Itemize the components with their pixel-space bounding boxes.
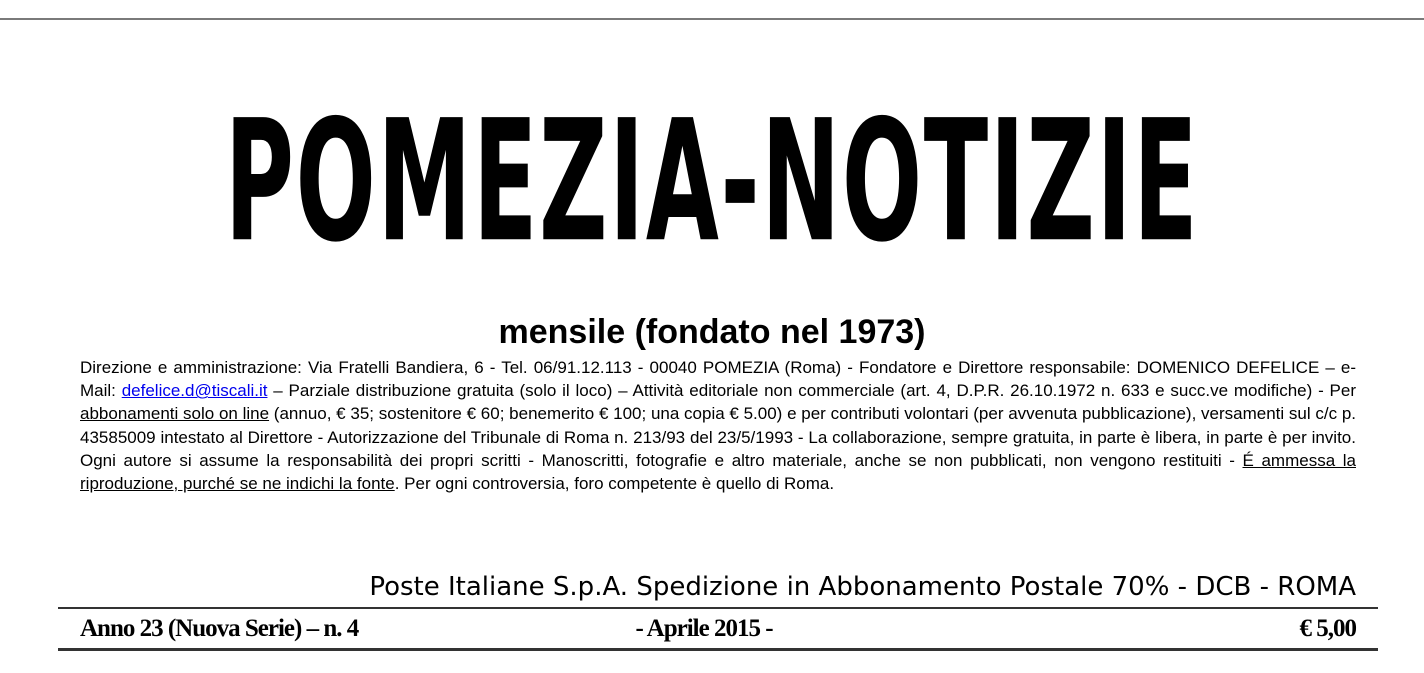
issue-date: - Aprile 2015 - [635, 615, 773, 642]
issue-volume: Anno 23 (Nuova Serie) – n. 4 [80, 615, 359, 642]
issue-bar [80, 612, 1356, 646]
newspaper-subtitle: mensile (fondato nel 1973) [498, 313, 926, 351]
colophon-text [80, 356, 1356, 495]
colophon-part-1: Direzione e amministrazione: Via Fratelli Bandiera, 6 - Tel. 06/91.12.113 - 00040 POMEZIA (Roma) - Fondatore e Direttore responsabile: DOMENICO DEFELICE – e-Mail: [80, 358, 1356, 401]
colophon-part-3: (annuo, € 35; sostenitore € 60; benemerito € 100; una copia € 5.00) e per contributi volontari (per avvenuta pubblicazione), versamenti sul c/c p. 43585009 intestato al Direttore - Autorizzazione del Tribunale di Roma n. 213/93 del 23/5/1993 - La collaborazione, sempre gratuita, in parte è libera, in parte è per invito. Ogni autore si assume la responsabilità dei propri scritti - Manoscritti, fotografie e altro materiale, anche se non pubblicati, non vengono restituiti - [80, 404, 1356, 470]
colophon-part-4: . Per ogni controversia, foro competente è quello di Roma. [394, 474, 835, 494]
issue-top-divider [58, 607, 1378, 609]
newspaper-title: POMEZIA-NOTIZIE [224, 83, 1200, 279]
issue-bottom-divider [58, 648, 1378, 651]
masthead [0, 83, 1424, 279]
colophon-part-2: – Parziale distribuzione gratuita (solo il loco) – Attività editoriale non commerciale (art. 4, D.P.R. 26.10.1972 n. 633 e succ.ve modifiche) - Per [267, 381, 1356, 401]
reproduction-notice: É ammessa la riproduzione, purché se ne indichi la fonte [80, 450, 1356, 494]
issue-date-wrapper [80, 612, 1356, 646]
issue-price: € 5,00 [1299, 615, 1356, 642]
subscriptions-notice: abbonamenti solo on line [80, 404, 270, 424]
email-link[interactable]: defelice.d@tiscali.it [121, 381, 268, 401]
postal-line: Poste Italiane S.p.A. Spedizione in Abbonamento Postale 70% - DCB - ROMA [369, 572, 1356, 602]
top-divider [0, 18, 1424, 20]
